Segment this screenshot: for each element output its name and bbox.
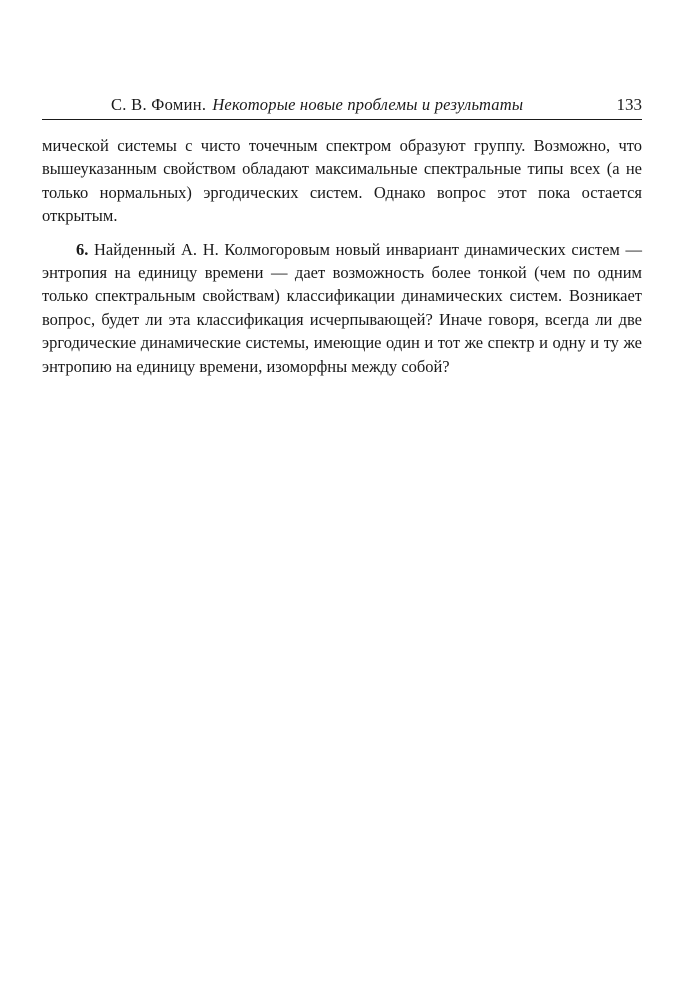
running-header xyxy=(42,94,642,120)
paragraph-item-6 xyxy=(42,238,642,378)
page-number: 133 xyxy=(616,95,642,114)
paragraph-continued xyxy=(42,134,642,228)
paragraph-text: мической системы с чисто точечным спектром образуют группу. Возможно, что вышеуказанным свойством обладают максимальные спектральные типы всех (а не только нормальных) эргодических систем. Однако вопрос этот пока остается открытым. xyxy=(42,136,642,226)
header-author: С. В. Фомин. xyxy=(111,95,207,114)
body-text xyxy=(42,134,642,378)
running-head xyxy=(111,94,523,116)
page xyxy=(42,94,642,378)
paragraph-text: Найденный А. Н. Колмогоровым новый инвариант динамических систем — энтропия на единицу времени — дает возможность более тонкой (чем по одним только спектральным свойствам) классификации динамических систем. Возникает вопрос, будет ли эта классификация исчерпывающей? Иначе говоря, всегда ли две эргодические динамические системы, имеющие один и тот же спектр и одну и ту же энтропию на единицу времени, изоморфны между собой? xyxy=(42,239,642,376)
item-number: 6. xyxy=(76,239,89,259)
header-title: Некоторые новые проблемы и результаты xyxy=(212,95,524,114)
